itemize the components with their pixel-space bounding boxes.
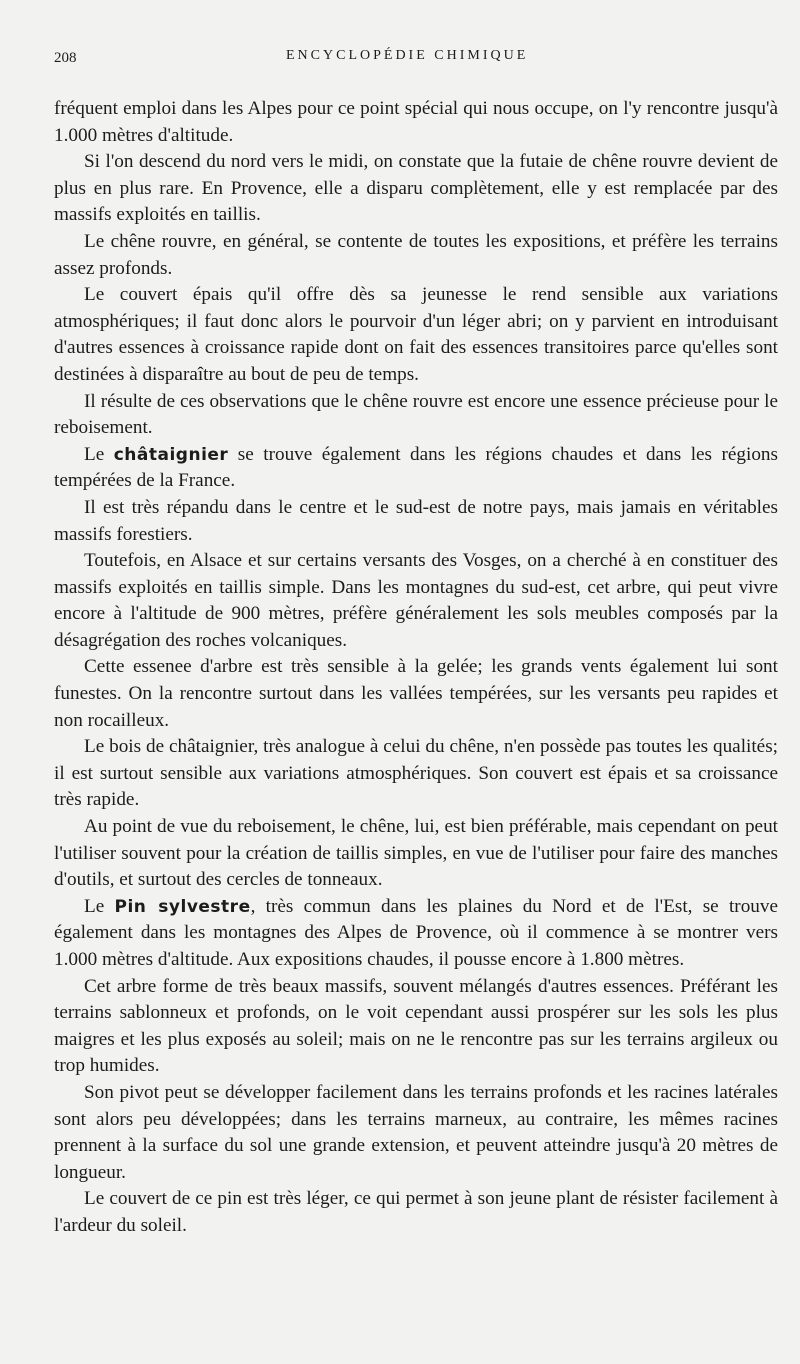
page-header	[54, 44, 778, 72]
term-pin-sylvestre: Pin sylvestre	[114, 896, 251, 917]
running-title: ENCYCLOPÉDIE CHIMIQUE	[286, 48, 529, 63]
paragraph: Il est très répandu dans le centre et le sud-est de notre pays, mais jamais en véritables massifs forestiers.	[54, 496, 778, 545]
paragraph: Si l'on descend du nord vers le midi, on constate que la futaie de chêne rouvre devient de plus en plus rare. En Provence, elle a disparu complètement, elle y est remplacée par des massifs exploités en taillis.	[54, 151, 778, 226]
paragraph-chataignier: Le châtaignier se trouve également dans les régions chaudes et dans les régions tempérées de la France.	[54, 443, 778, 492]
paragraph: Cette essenee d'arbre est très sensible à la gelée; les grands vents également lui sont funestes. On la rencontre surtout dans les vallées tempérées, sur les versants peu rapides et non rocailleux.	[54, 656, 778, 731]
paragraph: Le couvert de ce pin est très léger, ce qui permet à son jeune plant de résister facilement à l'ardeur du soleil.	[54, 1188, 778, 1236]
page-number: 208	[54, 50, 77, 66]
body-text	[54, 96, 778, 1240]
paragraph: Au point de vue du reboisement, le chêne, lui, est bien préférable, mais cependant on peut l'utiliser souvent pour la création de taillis simples, en vue de l'utiliser pour faire des manches d'outils, et surtout des cercles de tonneaux.	[54, 816, 778, 891]
paragraph: Toutefois, en Alsace et sur certains versants des Vosges, on a cherché à en constituer des massifs exploités en taillis simple. Dans les montagnes du sud-est, cet arbre, qui peut vivre encore à l'altitude de 900 mètres, préfère généralement les sols meubles composés par la désagrégation des roches volcaniques.	[54, 550, 778, 651]
paragraph: Son pivot peut se développer facilement dans les terrains profonds et les racines latérales sont alors peu développées; dans les terrains marneux, au contraire, les mêmes racines prennent à la surface du sol une grande extension, et peuvent atteindre jusqu'à 20 mètres de longueur.	[54, 1081, 778, 1183]
paragraph: Le chêne rouvre, en général, se contente de toutes les expositions, et préfère les terrains assez profonds.	[54, 230, 778, 279]
term-chataignier: châtaignier	[113, 444, 229, 465]
paragraph-pin-sylvestre: Le Pin sylvestre, très commun dans les plaines du Nord et de l'Est, se trouve également dans les montagnes des Alpes de Provence, où il commence à se montrer vers 1.000 mètres d'altitude. Aux expositions chaudes, il pousse encore à 1.800 mètres.	[54, 895, 778, 970]
paragraph: Il résulte de ces observations que le chêne rouvre est encore une essence précieuse pour le reboisement.	[54, 390, 778, 439]
paragraph: Le couvert épais qu'il offre dès sa jeunesse le rend sensible aux variations atmosphériques; il faut donc alors le pourvoir d'un léger abri; on y parvient en introduisant d'autres essences à croissance rapide dont on fait des essences transitoires parce qu'elles sont destinées à disparaître au bout de peu de temps.	[54, 284, 778, 385]
paragraph: Cet arbre forme de très beaux massifs, souvent mélangés d'autres essences. Préférant les terrains sablonneux et profonds, on le voit cependant aussi prospérer sur les sols les plus maigres et les plus exposés au soleil; mais on ne le rencontre pas sur les terrains argileux ou trop humides.	[54, 975, 778, 1077]
paragraph: fréquent emploi dans les Alpes pour ce point spécial qui nous occupe, on l'y rencontre jusqu'à 1.000 mètres d'altitude.	[54, 98, 778, 146]
paragraph: Le bois de châtaignier, très analogue à celui du chêne, n'en possède pas toutes les qualités; il est surtout sensible aux variations atmosphériques. Son couvert est épais et sa croissance très rapide.	[54, 736, 778, 811]
